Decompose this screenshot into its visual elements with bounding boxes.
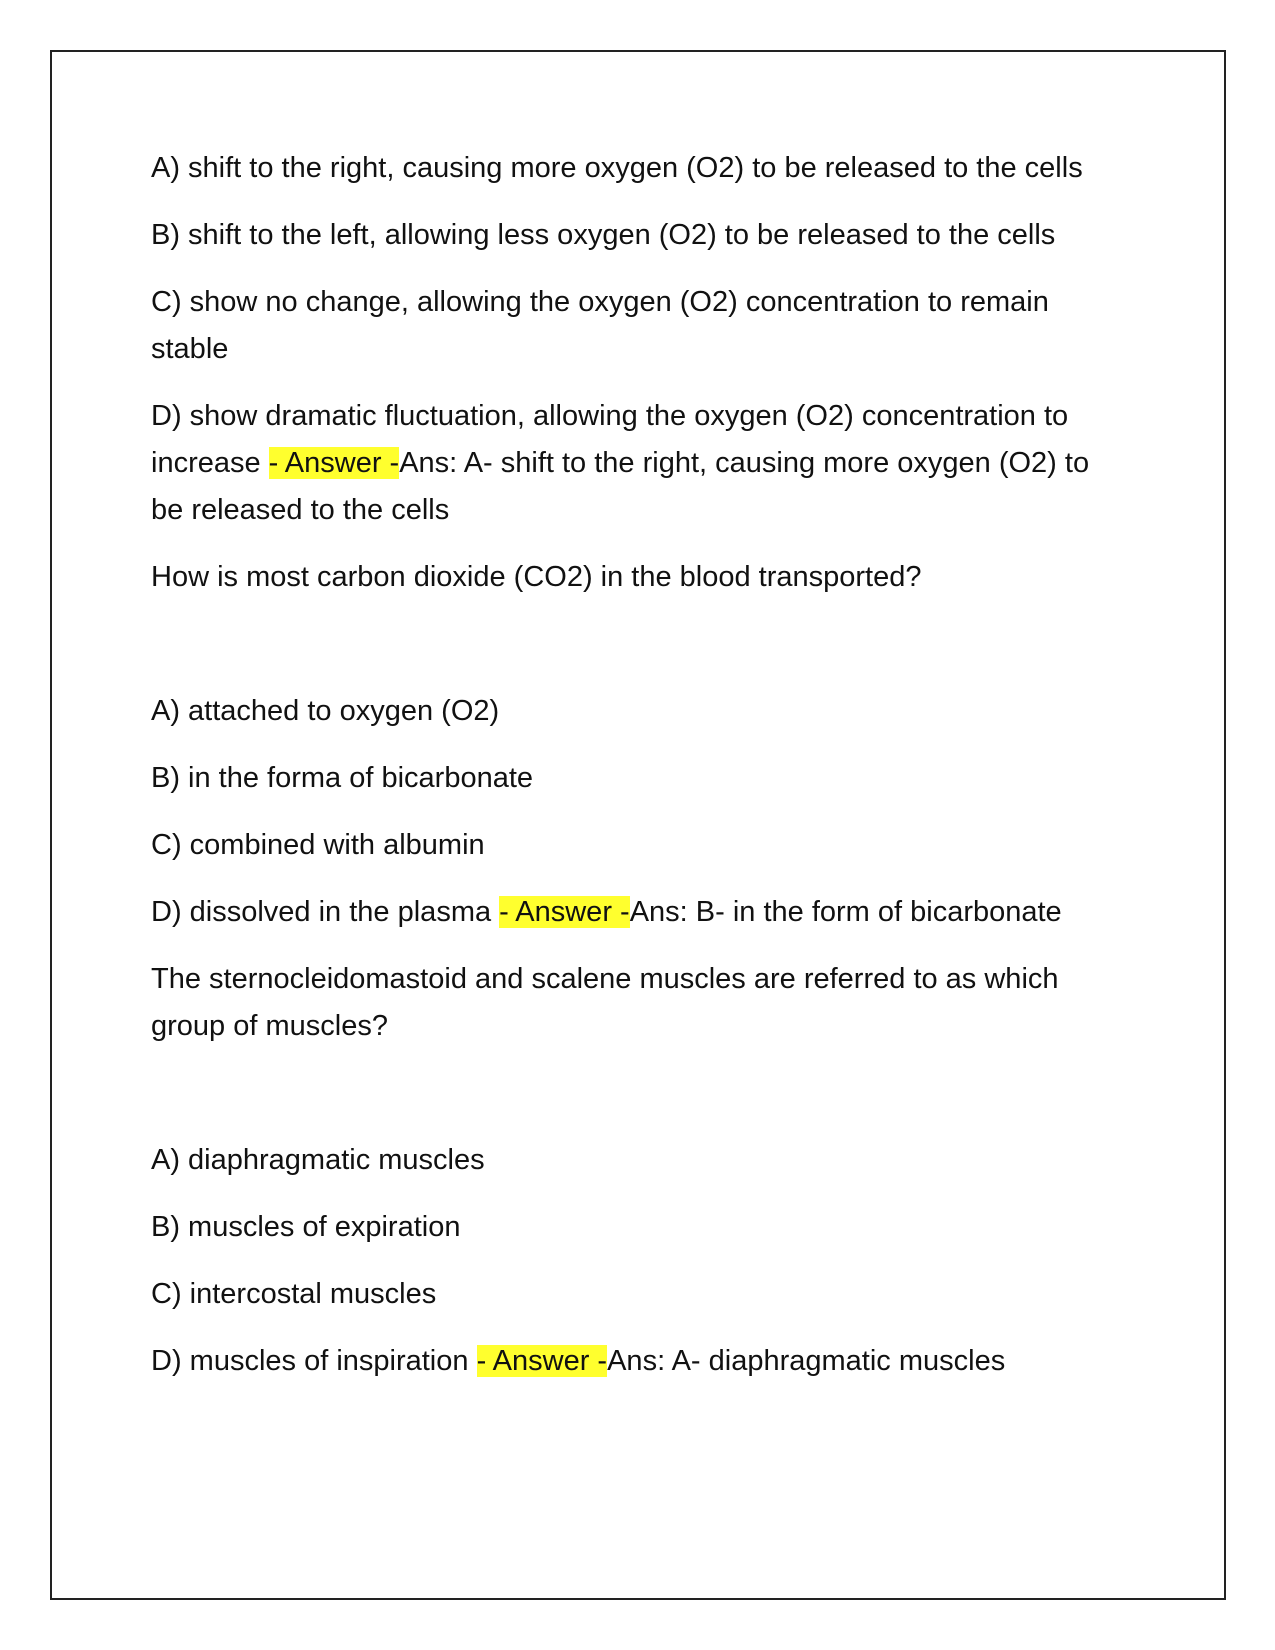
q1-option-d-answer xyxy=(151,393,1111,534)
q1-option-c: C) show no change, allowing the oxygen (O2) concentration to remain stable xyxy=(151,286,1049,365)
answer-text: Ans: B- in the form of bicarbonate xyxy=(629,896,1062,928)
answer-text: Ans: A- diaphragmatic muscles xyxy=(607,1345,1006,1377)
q2-option-d-answer xyxy=(151,889,1111,936)
q2-option-b: B) in the forma of bicarbonate xyxy=(151,762,534,794)
q1-option-a: A) shift to the right, causing more oxygen (O2) to be released to the cells xyxy=(151,152,1083,184)
spacer xyxy=(151,621,1111,668)
q2-option-a: A) attached to oxygen (O2) xyxy=(151,695,500,727)
question-3: The sternocleidomastoid and scalene muscles are referred to as which group of muscles? xyxy=(151,963,1059,1042)
q3-option-d-answer xyxy=(151,1338,1111,1385)
answer-highlight: - Answer - xyxy=(476,1345,608,1377)
option-text: D) dissolved in the plasma xyxy=(151,896,500,928)
q3-option-a: A) diaphragmatic muscles xyxy=(151,1144,485,1176)
option-text: D) muscles of inspiration xyxy=(151,1345,477,1377)
document-body xyxy=(151,145,1111,1405)
spacer xyxy=(151,1070,1111,1117)
option-text: D) show dramatic fluctuation, allowing the oxygen (O2) concentration to increase xyxy=(151,400,1069,479)
answer-highlight: - Answer - xyxy=(268,447,400,479)
question-2: How is most carbon dioxide (CO2) in the blood transported? xyxy=(151,561,922,593)
q2-option-c: C) combined with albumin xyxy=(151,829,485,861)
answer-text: Ans: A- shift to the right, causing more oxygen (O2) to be released to the cells xyxy=(151,447,1090,526)
q3-option-b: B) muscles of expiration xyxy=(151,1211,461,1243)
answer-highlight: - Answer - xyxy=(499,896,630,928)
q3-option-c: C) intercostal muscles xyxy=(151,1278,437,1310)
q1-option-b: B) shift to the left, allowing less oxygen (O2) to be released to the cells xyxy=(151,219,1056,251)
